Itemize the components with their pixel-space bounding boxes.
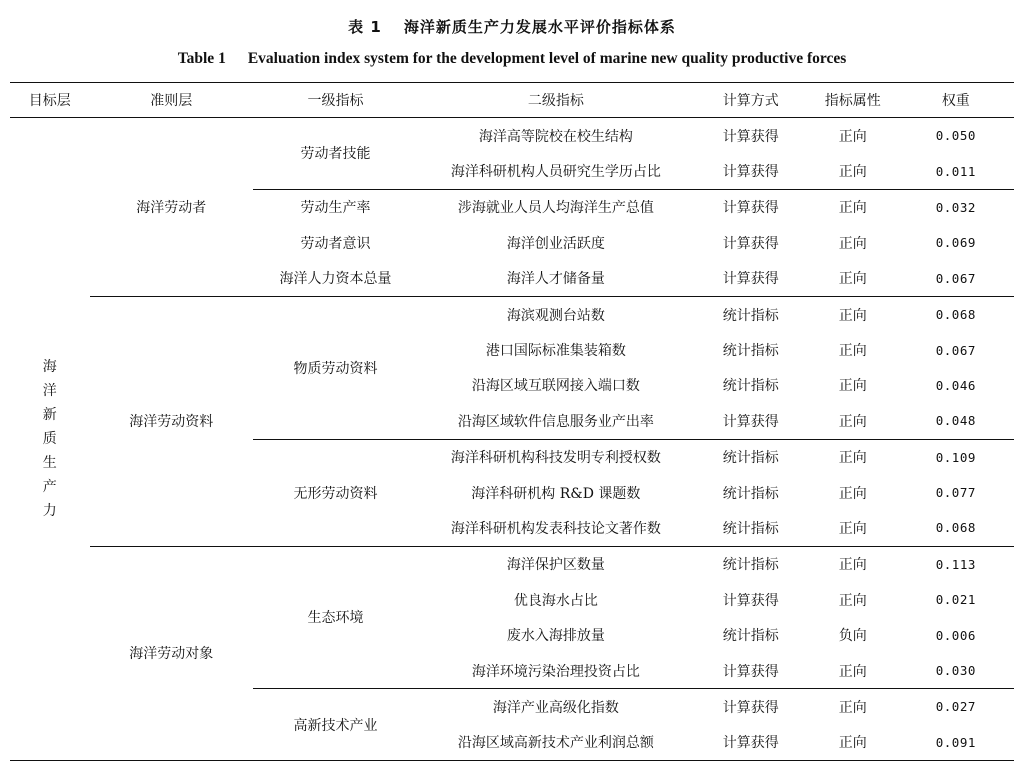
level1-cell-labor-productivity: 劳动生产率 xyxy=(253,189,418,225)
table-title-chinese-text: 海洋新质生产力发展水平评价指标体系 xyxy=(403,18,676,36)
indicator-cell: 海洋科研机构人员研究生学历占比 xyxy=(450,164,661,181)
indicator-cell: 海洋高等院校在校生结构 xyxy=(478,128,633,145)
weight-cell: 0.109 xyxy=(898,439,1014,475)
level1-cell-ecological-environment: 生态环境 xyxy=(253,546,418,689)
attribute-cell: 负向 xyxy=(838,628,867,645)
table-row xyxy=(10,296,1014,332)
header-weight: 权重 xyxy=(898,83,1014,118)
weight-cell: 0.067 xyxy=(935,342,976,358)
header-level1-indicator: 一级指标 xyxy=(253,83,418,118)
weight-cell: 0.046 xyxy=(935,377,976,393)
method-cell: 统计指标 xyxy=(722,520,779,537)
attribute-cell: 正向 xyxy=(838,520,867,537)
weight-cell: 0.067 xyxy=(935,270,976,286)
attribute-cell: 正向 xyxy=(838,413,867,430)
method-cell: 统计指标 xyxy=(722,628,779,645)
level1-cell-intangible-materials: 无形劳动资料 xyxy=(253,439,418,546)
level1-cell-physical-materials: 物质劳动资料 xyxy=(253,296,418,439)
criteria-cell-labor-materials: 海洋劳动资料 xyxy=(90,296,253,546)
method-cell: 统计指标 xyxy=(694,439,808,475)
level1-cell-labor-skill: 劳动者技能 xyxy=(300,146,371,163)
attribute-cell: 正向 xyxy=(838,663,867,680)
attribute-cell: 正向 xyxy=(838,378,867,395)
method-cell: 统计指标 xyxy=(694,296,808,332)
level1-cell-high-tech-industry: 高新技术产业 xyxy=(253,689,418,761)
method-cell: 计算获得 xyxy=(694,689,808,725)
indicator-cell: 废水入海排放量 xyxy=(506,628,605,645)
index-system-table xyxy=(10,82,1014,761)
indicator-cell: 海洋环境污染治理投资占比 xyxy=(471,663,640,680)
method-cell: 统计指标 xyxy=(694,546,808,582)
indicator-cell: 海洋科研机构发表科技论文著作数 xyxy=(450,520,661,537)
attribute-cell: 正向 xyxy=(808,439,898,475)
method-cell: 计算获得 xyxy=(722,164,779,181)
attribute-cell: 正向 xyxy=(808,725,898,761)
attribute-cell: 正向 xyxy=(838,271,867,288)
table-row xyxy=(10,118,1014,154)
criteria-cell-labor-objects: 海洋劳动对象 xyxy=(90,546,253,760)
attribute-cell: 正向 xyxy=(808,296,898,332)
weight-cell: 0.021 xyxy=(935,592,976,608)
indicator-cell: 海洋产业高级化指数 xyxy=(418,689,693,725)
attribute-cell: 正向 xyxy=(838,343,867,360)
weight-cell: 0.077 xyxy=(935,485,976,501)
method-cell: 计算获得 xyxy=(722,128,779,145)
header-row xyxy=(10,83,1014,118)
indicator-cell: 沿海区域高新技术产业利润总额 xyxy=(418,725,693,761)
criteria-cell-marine-labor: 海洋劳动者 xyxy=(136,199,207,216)
weight-cell: 0.030 xyxy=(935,663,976,679)
indicator-cell: 海洋保护区数量 xyxy=(418,546,693,582)
weight-cell: 0.068 xyxy=(935,520,976,536)
indicator-cell: 海洋人才储备量 xyxy=(506,271,605,288)
method-cell: 计算获得 xyxy=(722,413,779,430)
indicator-cell: 沿海区域互联网接入端口数 xyxy=(471,378,640,395)
weight-cell: 0.113 xyxy=(898,546,1014,582)
weight-cell: 0.006 xyxy=(935,627,976,643)
header-level2-indicator: 二级指标 xyxy=(418,83,693,118)
weight-cell: 0.068 xyxy=(898,296,1014,332)
attribute-cell: 正向 xyxy=(808,189,898,225)
attribute-cell: 正向 xyxy=(838,485,867,502)
weight-cell: 0.032 xyxy=(898,189,1014,225)
header-target-level: 目标层 xyxy=(10,83,90,118)
indicator-cell: 沿海区域软件信息服务业产出率 xyxy=(457,413,654,430)
table-title-chinese xyxy=(0,16,1024,37)
attribute-cell: 正向 xyxy=(808,546,898,582)
weight-cell: 0.091 xyxy=(898,725,1014,761)
table-title-english xyxy=(0,50,1024,68)
attribute-cell: 正向 xyxy=(838,164,867,181)
weight-cell: 0.048 xyxy=(935,413,976,429)
weight-cell: 0.050 xyxy=(935,128,976,144)
table-label-english: Table 1 xyxy=(177,50,226,67)
weight-cell: 0.011 xyxy=(935,163,976,179)
indicator-cell: 涉海就业人员人均海洋生产总值 xyxy=(418,189,693,225)
level1-cell-human-capital: 海洋人力资本总量 xyxy=(279,271,392,288)
indicator-cell: 海洋创业活跃度 xyxy=(506,235,605,252)
attribute-cell: 正向 xyxy=(838,128,867,145)
target-level-text: 海洋新质生产力 xyxy=(42,359,57,520)
method-cell: 统计指标 xyxy=(722,378,779,395)
method-cell: 统计指标 xyxy=(722,343,779,360)
header-indicator-attribute: 指标属性 xyxy=(808,83,898,118)
attribute-cell: 正向 xyxy=(808,689,898,725)
indicator-cell: 港口国际标准集装箱数 xyxy=(485,343,626,360)
indicator-cell: 海洋科研机构科技发明专利授权数 xyxy=(418,439,693,475)
table-row xyxy=(10,546,1014,582)
attribute-cell: 正向 xyxy=(838,235,867,252)
method-cell: 计算获得 xyxy=(694,189,808,225)
target-level-cell xyxy=(10,118,90,761)
method-cell: 计算获得 xyxy=(722,235,779,252)
table-title-english-text: Evaluation index system for the development level of marine new quality productive forces xyxy=(247,50,847,67)
method-cell: 计算获得 xyxy=(722,592,779,609)
attribute-cell: 正向 xyxy=(838,592,867,609)
method-cell: 计算获得 xyxy=(694,725,808,761)
level1-cell-labor-awareness: 劳动者意识 xyxy=(300,235,371,252)
header-criteria-level: 准则层 xyxy=(90,83,253,118)
table-label-chinese: 表 1 xyxy=(348,18,382,36)
method-cell: 统计指标 xyxy=(722,485,779,502)
weight-cell: 0.027 xyxy=(898,689,1014,725)
indicator-cell: 海滨观测台站数 xyxy=(418,296,693,332)
method-cell: 计算获得 xyxy=(722,271,779,288)
indicator-cell: 海洋科研机构 R&D 课题数 xyxy=(471,485,641,502)
method-cell: 计算获得 xyxy=(722,663,779,680)
weight-cell: 0.069 xyxy=(935,235,976,251)
indicator-cell: 优良海水占比 xyxy=(513,592,598,609)
header-calculation-method: 计算方式 xyxy=(694,83,808,118)
